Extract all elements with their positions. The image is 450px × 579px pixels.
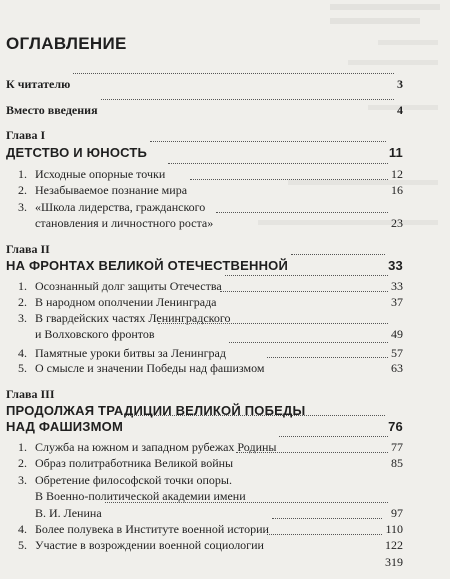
list-item-label: «Школа лидерства, гражданского bbox=[35, 200, 206, 214]
list-item-number: 1. bbox=[18, 279, 27, 293]
chapter-title-label: НА ФРОНТАХ ВЕЛИКОЙ ОТЕЧЕСТВЕННОЙ bbox=[6, 258, 289, 273]
list-item-leader bbox=[225, 275, 388, 276]
list-item-leader bbox=[190, 179, 388, 180]
list-item-page: 49 bbox=[391, 327, 403, 341]
chapter-title-label: НАД ФАШИЗМОМ bbox=[6, 419, 124, 434]
list-item-number: 2. bbox=[18, 295, 27, 309]
list-item-number: 3. bbox=[18, 200, 27, 214]
list-item-leader bbox=[216, 212, 388, 213]
list-item-number: 1. bbox=[18, 167, 27, 181]
chapter-title-label: ПРОДОЛЖАЯ ТРАДИЦИИ ВЕЛИКОЙ ПОБЕДЫ bbox=[6, 403, 306, 418]
list-item-leader bbox=[267, 534, 382, 535]
list-item-leader bbox=[158, 323, 388, 324]
chapter-title-label: ДЕТСТВО И ЮНОСТЬ bbox=[6, 145, 148, 160]
toc-entry-intro-leader bbox=[73, 73, 394, 74]
list-item-page: 63 bbox=[391, 361, 403, 375]
list-item-label: Более полувека в Институте военной истории bbox=[35, 522, 269, 536]
chapter-title-page: 33 bbox=[388, 258, 403, 273]
list-item-leader bbox=[279, 436, 388, 437]
list-item-page: 37 bbox=[391, 295, 403, 309]
list-item-number: 5. bbox=[18, 538, 27, 552]
chapter-heading-label: Глава III bbox=[6, 387, 55, 401]
list-item-label: Образ политработника Великой войны bbox=[35, 456, 234, 470]
toc-entry-intro-label: Вместо введения bbox=[6, 103, 98, 117]
list-item-number: 3. bbox=[18, 473, 27, 487]
list-item-number: 5. bbox=[18, 361, 27, 375]
list-item-leader bbox=[236, 452, 388, 453]
list-item-label: и Волховского фронтов bbox=[35, 327, 155, 341]
chapter-title-page: 11 bbox=[388, 145, 403, 160]
page-title: ОГЛАВЛЕНИЕ bbox=[6, 34, 127, 53]
toc-entry-intro-label: К читателю bbox=[6, 77, 71, 91]
list-item-number: 1. bbox=[18, 440, 27, 454]
list-item-page: 77 bbox=[391, 440, 403, 454]
list-item-label: Исходные опорные точки bbox=[35, 167, 166, 181]
list-item-page: 23 bbox=[391, 216, 403, 230]
list-item-page: 57 bbox=[391, 346, 403, 360]
chapter-title-leader bbox=[126, 415, 385, 416]
chapter-heading-label: Глава II bbox=[6, 242, 50, 256]
list-item-label: Незабываемое познание мира bbox=[35, 183, 188, 197]
list-item-leader bbox=[168, 163, 388, 164]
toc-entry-intro-leader bbox=[101, 99, 394, 100]
list-item-page: 110 bbox=[385, 522, 403, 536]
list-item-label: В. И. Ленина bbox=[35, 506, 102, 520]
list-item-number: 2. bbox=[18, 183, 27, 197]
list-item-number: 3. bbox=[18, 311, 27, 325]
chapter-title-leader bbox=[291, 254, 385, 255]
list-item-number: 4. bbox=[18, 346, 27, 360]
list-item-page: 85 bbox=[391, 456, 403, 470]
list-item-leader bbox=[229, 342, 388, 343]
list-item-leader bbox=[272, 518, 383, 519]
list-item-leader bbox=[267, 357, 388, 358]
list-item-label: Служба на южном и западном рубежах Родины bbox=[35, 440, 277, 454]
list-item-label: Осознанный долг защиты Отечества bbox=[35, 279, 222, 293]
list-item-leader bbox=[105, 502, 388, 503]
list-item-page: 16 bbox=[391, 183, 403, 197]
chapter-title-page: 76 bbox=[388, 419, 403, 434]
list-item-number: 4. bbox=[18, 522, 27, 536]
list-item-label: О смысле и значении Победы над фашизмом bbox=[35, 361, 265, 375]
list-item-label: Участие в возрождении военной социологии bbox=[35, 538, 264, 552]
page-number: 319 bbox=[385, 555, 403, 569]
list-item-label: Памятные уроки битвы за Ленинград bbox=[35, 346, 226, 360]
list-item-number: 2. bbox=[18, 456, 27, 470]
list-item-page: 122 bbox=[385, 538, 403, 552]
list-item-label: В народном ополчении Ленинграда bbox=[35, 295, 217, 309]
list-item-label: становления и личностного роста» bbox=[35, 216, 214, 230]
chapter-heading-label: Глава I bbox=[6, 128, 46, 142]
list-item-page: 12 bbox=[391, 167, 403, 181]
chapter-title-leader bbox=[150, 141, 386, 142]
list-item-page: 97 bbox=[391, 506, 403, 520]
list-item-label: В гвардейских частях Ленинградского bbox=[35, 311, 231, 325]
toc-entry-intro-page: 4 bbox=[397, 103, 403, 117]
toc-entry-intro-page: 3 bbox=[397, 77, 403, 91]
list-item-page: 33 bbox=[391, 279, 403, 293]
list-item-label: Обретение философской точки опоры. bbox=[35, 473, 232, 487]
list-item-leader bbox=[220, 291, 388, 292]
list-item-label: В Военно-политической академии имени bbox=[35, 489, 246, 503]
